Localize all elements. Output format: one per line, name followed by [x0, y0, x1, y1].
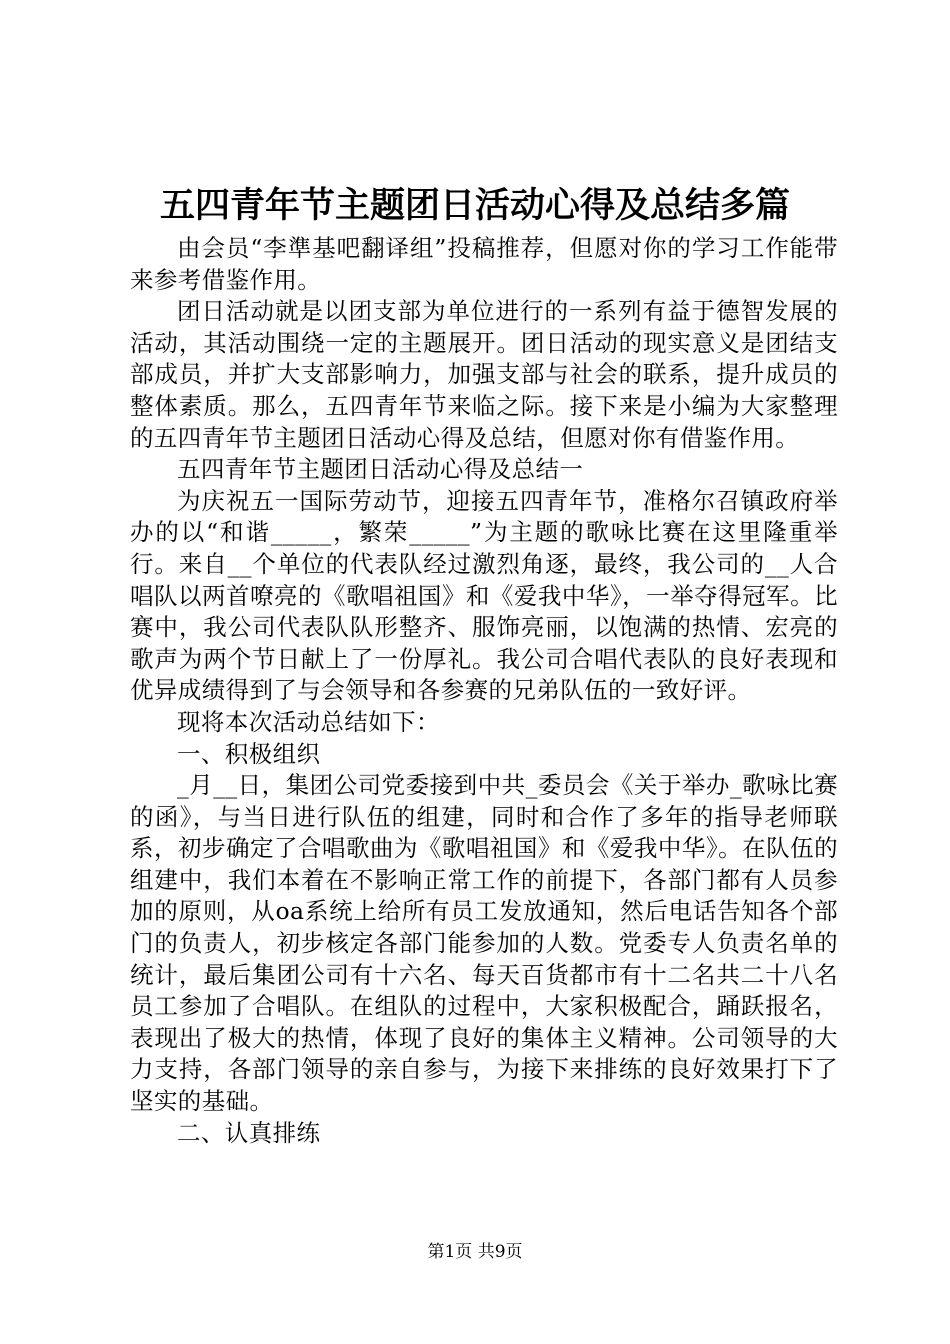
- section-heading-part-one: 五四青年节主题团日活动心得及总结一: [177, 455, 584, 484]
- section-heading-rehearse: 二、认真排练: [177, 1118, 321, 1147]
- document-title: 五四青年节主题团日活动心得及总结多篇: [159, 185, 790, 226]
- paragraph-organize: _月__日，集团公司党委接到中共_委员会《关于举办_歌咏比赛的函》，与当日进行队伍的组建，同时和合作了多年的指导老师联系，初步确定了合唱歌曲为《歌唱祖国》和《爱我中华》。在队伍的组建中，我们本着在不影响正常工作的前提下，各部门都有人员参加的原则，从oa系统上给所有员工发放通知，然后电话告知各个部门的负责人，初步核定各部门能参加的人数。党委专人负责名单的统计，最后集团公司有十六名、每天百货都市有十二名共二十八名员工参加了合唱队。在组队的过程中，大家积极配合，踊跃报名，表现出了极大的热情，体现了良好的集体主义精神。公司领导的大力支持，各部门领导的亲自参与，为接下来排练的良好效果打下了坚实的基础。: [130, 771, 838, 1116]
- paragraph-summary-intro: 现将本次活动总结如下：: [177, 707, 440, 736]
- page-number-footer: 第1页 共9页: [427, 1242, 523, 1262]
- section-heading-organize: 一、积极组织: [177, 739, 321, 768]
- paragraph-definition: 团日活动就是以团支部为单位进行的一系列有益于德智发展的活动，其活动围绕一定的主题展开。团日活动的现实意义是团结支部成员，并扩大支部影响力，加强支部与社会的联系，提升成员的整体素质。那么，五四青年节来临之际。接下来是小编为大家整理的五四青年节主题团日活动心得及总结，但愿对你有借鉴作用。: [130, 297, 838, 452]
- paragraph-intro: 由会员“李準基吧翻译组”投稿推荐，但愿对你的学习工作能带来参考借鉴作用。: [130, 234, 838, 294]
- document-body: [130, 233, 838, 1149]
- paragraph-competition: 为庆祝五一国际劳动节，迎接五四青年节，准格尔召镇政府举办的以“和谐_____，繁荣_____”为主题的歌咏比赛在这里隆重举行。来自__个单位的代表队经过激烈角逐，最终，我公司的__人合唱队以两首嘹亮的《歌唱祖国》和《爱我中华》，一举夺得冠军。比赛中，我公司代表队队形整齐、服饰亮丽，以饱满的热情、宏亮的歌声为两个节日献上了一份厚礼。我公司合唱代表队的良好表现和优异成绩得到了与会领导和各参赛的兄弟队伍的一致好评。: [130, 486, 838, 705]
